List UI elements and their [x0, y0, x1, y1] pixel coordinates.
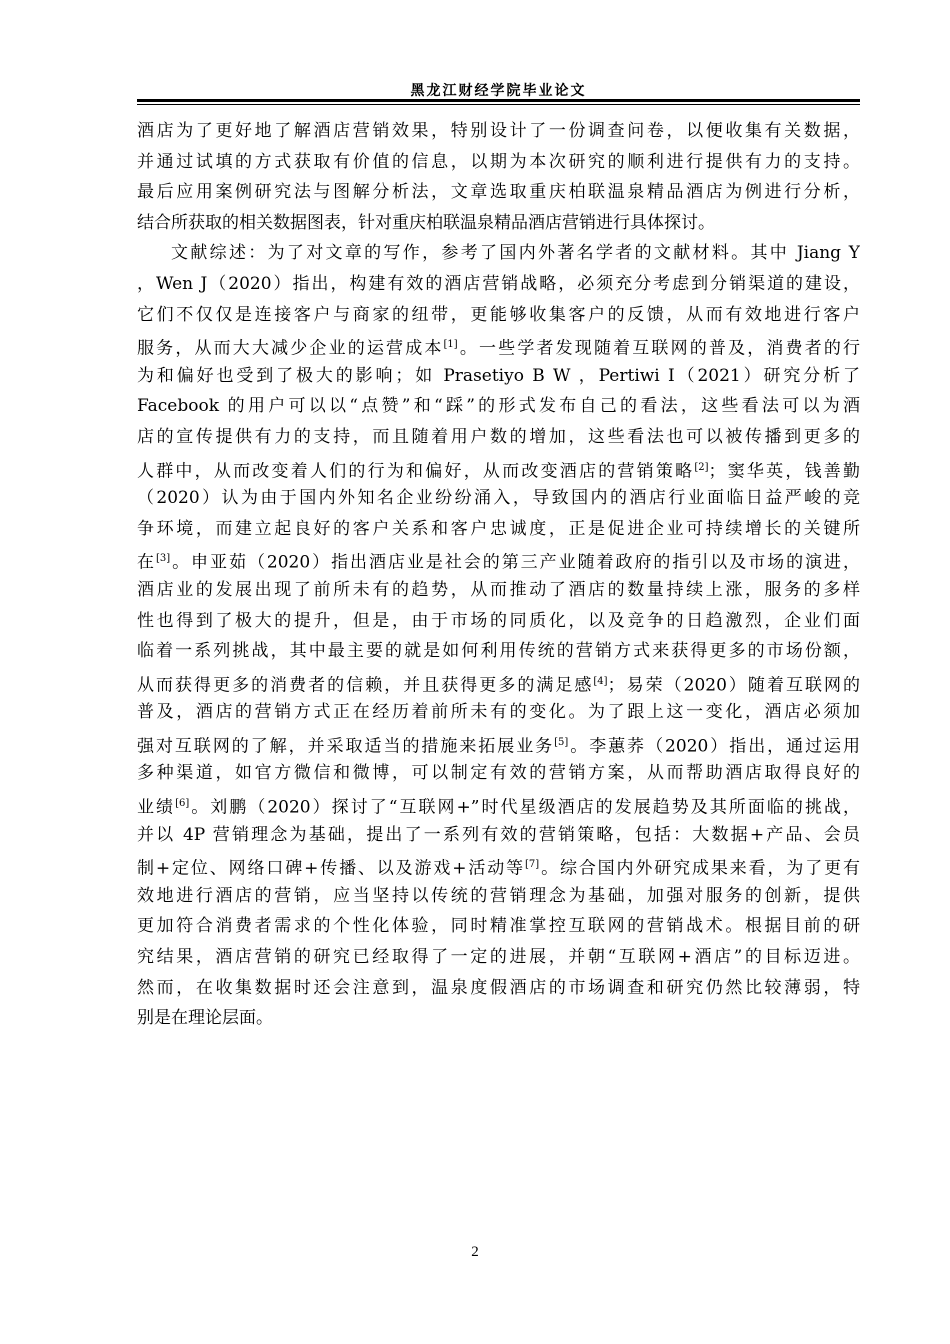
text-line: 服务，从而大大减少企业的运营成本[1]。一些学者发现随着互联网的普及，消费者的行	[137, 338, 860, 359]
text-line: 并以 4P 营销理念为基础，提出了一系列有效的营销策略，包括：大数据+产品、会员	[137, 824, 860, 845]
text-line: 多种渠道，如官方微信和微博，可以制定有效的营销方案，从而帮助酒店取得良好的	[137, 763, 860, 784]
text-line: 酒店业的发展出现了前所未有的趋势，从而推动了酒店的数量持续上涨，服务的多样	[137, 579, 860, 600]
text-line: 文献综述：为了对文章的写作，参考了国内外著名学者的文献材料。其中 Jiang Y	[171, 243, 860, 264]
citation-marker: [7]	[525, 859, 540, 871]
text-line: 争环境，而建立起良好的客户关系和客户忠诚度，正是促进企业可持续增长的关键所	[137, 518, 860, 539]
text-line: 它们不仅仅是连接客户与商家的纽带，更能够收集客户的反馈，从而有效地进行客户	[137, 304, 860, 325]
text-line: 从而获得更多的消费者的信赖，并且获得更多的满足感[4]；易荣（2020）随着互联网的	[137, 675, 860, 696]
text-line: 最后应用案例研究法与图解分析法，文章选取重庆柏联温泉精品酒店为例进行分析，	[137, 182, 860, 203]
citation-marker: [3]	[155, 553, 171, 565]
citation-marker: [5]	[554, 736, 569, 748]
text-line: 酒店为了更好地了解酒店营销效果，特别设计了一份调查问卷，以便收集有关数据，	[137, 121, 860, 141]
citation-marker: [2]	[694, 461, 709, 473]
citation-marker: [6]	[175, 798, 190, 810]
text-line: 普及，酒店的营销方式正在经历着前所未有的变化。为了跟上这一变化，酒店必须加	[137, 702, 860, 723]
text-line: ，Wen J（2020）指出，构建有效的酒店营销战略，必须充分考虑到分销渠道的建设，	[137, 273, 860, 294]
body-text	[137, 116, 860, 1034]
text-line: 强对互联网的了解，并采取适当的措施来拓展业务[5]。李蕙荞（2020）指出，通过运用	[137, 736, 860, 757]
citation-marker: [4]	[593, 675, 608, 687]
header-rule-thin	[137, 104, 860, 105]
text-line: 更加符合消费者需求的个性化体验，同时精准掌控互联网的营销战术。根据目前的研	[137, 916, 860, 937]
text-line: （2020）认为由于国内外知名企业纷纷涌入，导致国内的酒店行业面临日益严峻的竞	[137, 488, 860, 509]
paragraph-1	[137, 116, 860, 238]
text-line: 制+定位、网络口碑+传播、以及游戏+活动等[7]。综合国内外研究成果来看，为了更有	[137, 858, 860, 879]
text-line: 结合所获取的相关数据图表，针对重庆柏联温泉精品酒店营销进行具体探讨。	[137, 212, 715, 233]
paragraph-2-literature-review	[137, 238, 860, 1033]
header-rule-thick	[137, 99, 860, 102]
text-line: 性也得到了极大的提升，但是，由于市场的同质化，以及竞争的日趋激烈，企业们面	[137, 610, 860, 631]
text-line: 店的宣传提供有力的支持，而且随着用户数的增加，这些看法也可以被传播到更多的	[137, 426, 860, 447]
text-line: 究结果，酒店营销的研究已经取得了一定的进展，并朝“互联网+酒店”的目标迈进。	[137, 947, 860, 968]
text-line: 人群中，从而改变着人们的行为和偏好，从而改变酒店的营销策略[2]；窦华英，钱善勤	[137, 461, 860, 482]
page-number: 2	[471, 1244, 479, 1260]
text-line: 为和偏好也受到了极大的影响；如 Prasetiyo B W ，Pertiwi I（2021）研究分析了	[137, 365, 860, 386]
text-line: 效地进行酒店的营销，应当坚持以传统的营销理念为基础，加强对服务的创新，提供	[137, 885, 860, 906]
page-header	[137, 74, 860, 106]
text-line: Facebook 的用户可以以“点赞”和“踩”的形式发布自己的看法，这些看法可以为酒	[137, 396, 860, 417]
text-line: 临着一系列挑战，其中最主要的就是如何利用传统的营销方式来获得更多的市场份额，	[137, 641, 860, 662]
text-line: 并通过试填的方式获取有价值的信息，以期为本次研究的顺利进行提供有力的支持。	[137, 151, 860, 172]
text-line: 业绩[6]。刘鹏（2020）探讨了“互联网+”时代星级酒店的发展趋势及其所面临的挑战，	[137, 797, 860, 818]
text-line: 别是在理论层面。	[137, 1008, 273, 1029]
text-line: 在[3]。申亚茹（2020）指出酒店业是社会的第三产业随着政府的指引以及市场的演进，	[137, 552, 860, 573]
text-line: 然而，在收集数据时还会注意到，温泉度假酒店的市场调查和研究仍然比较薄弱，特	[137, 977, 860, 998]
citation-marker: [1]	[443, 339, 458, 351]
header-title: 黑龙江财经学院毕业论文	[410, 83, 587, 99]
